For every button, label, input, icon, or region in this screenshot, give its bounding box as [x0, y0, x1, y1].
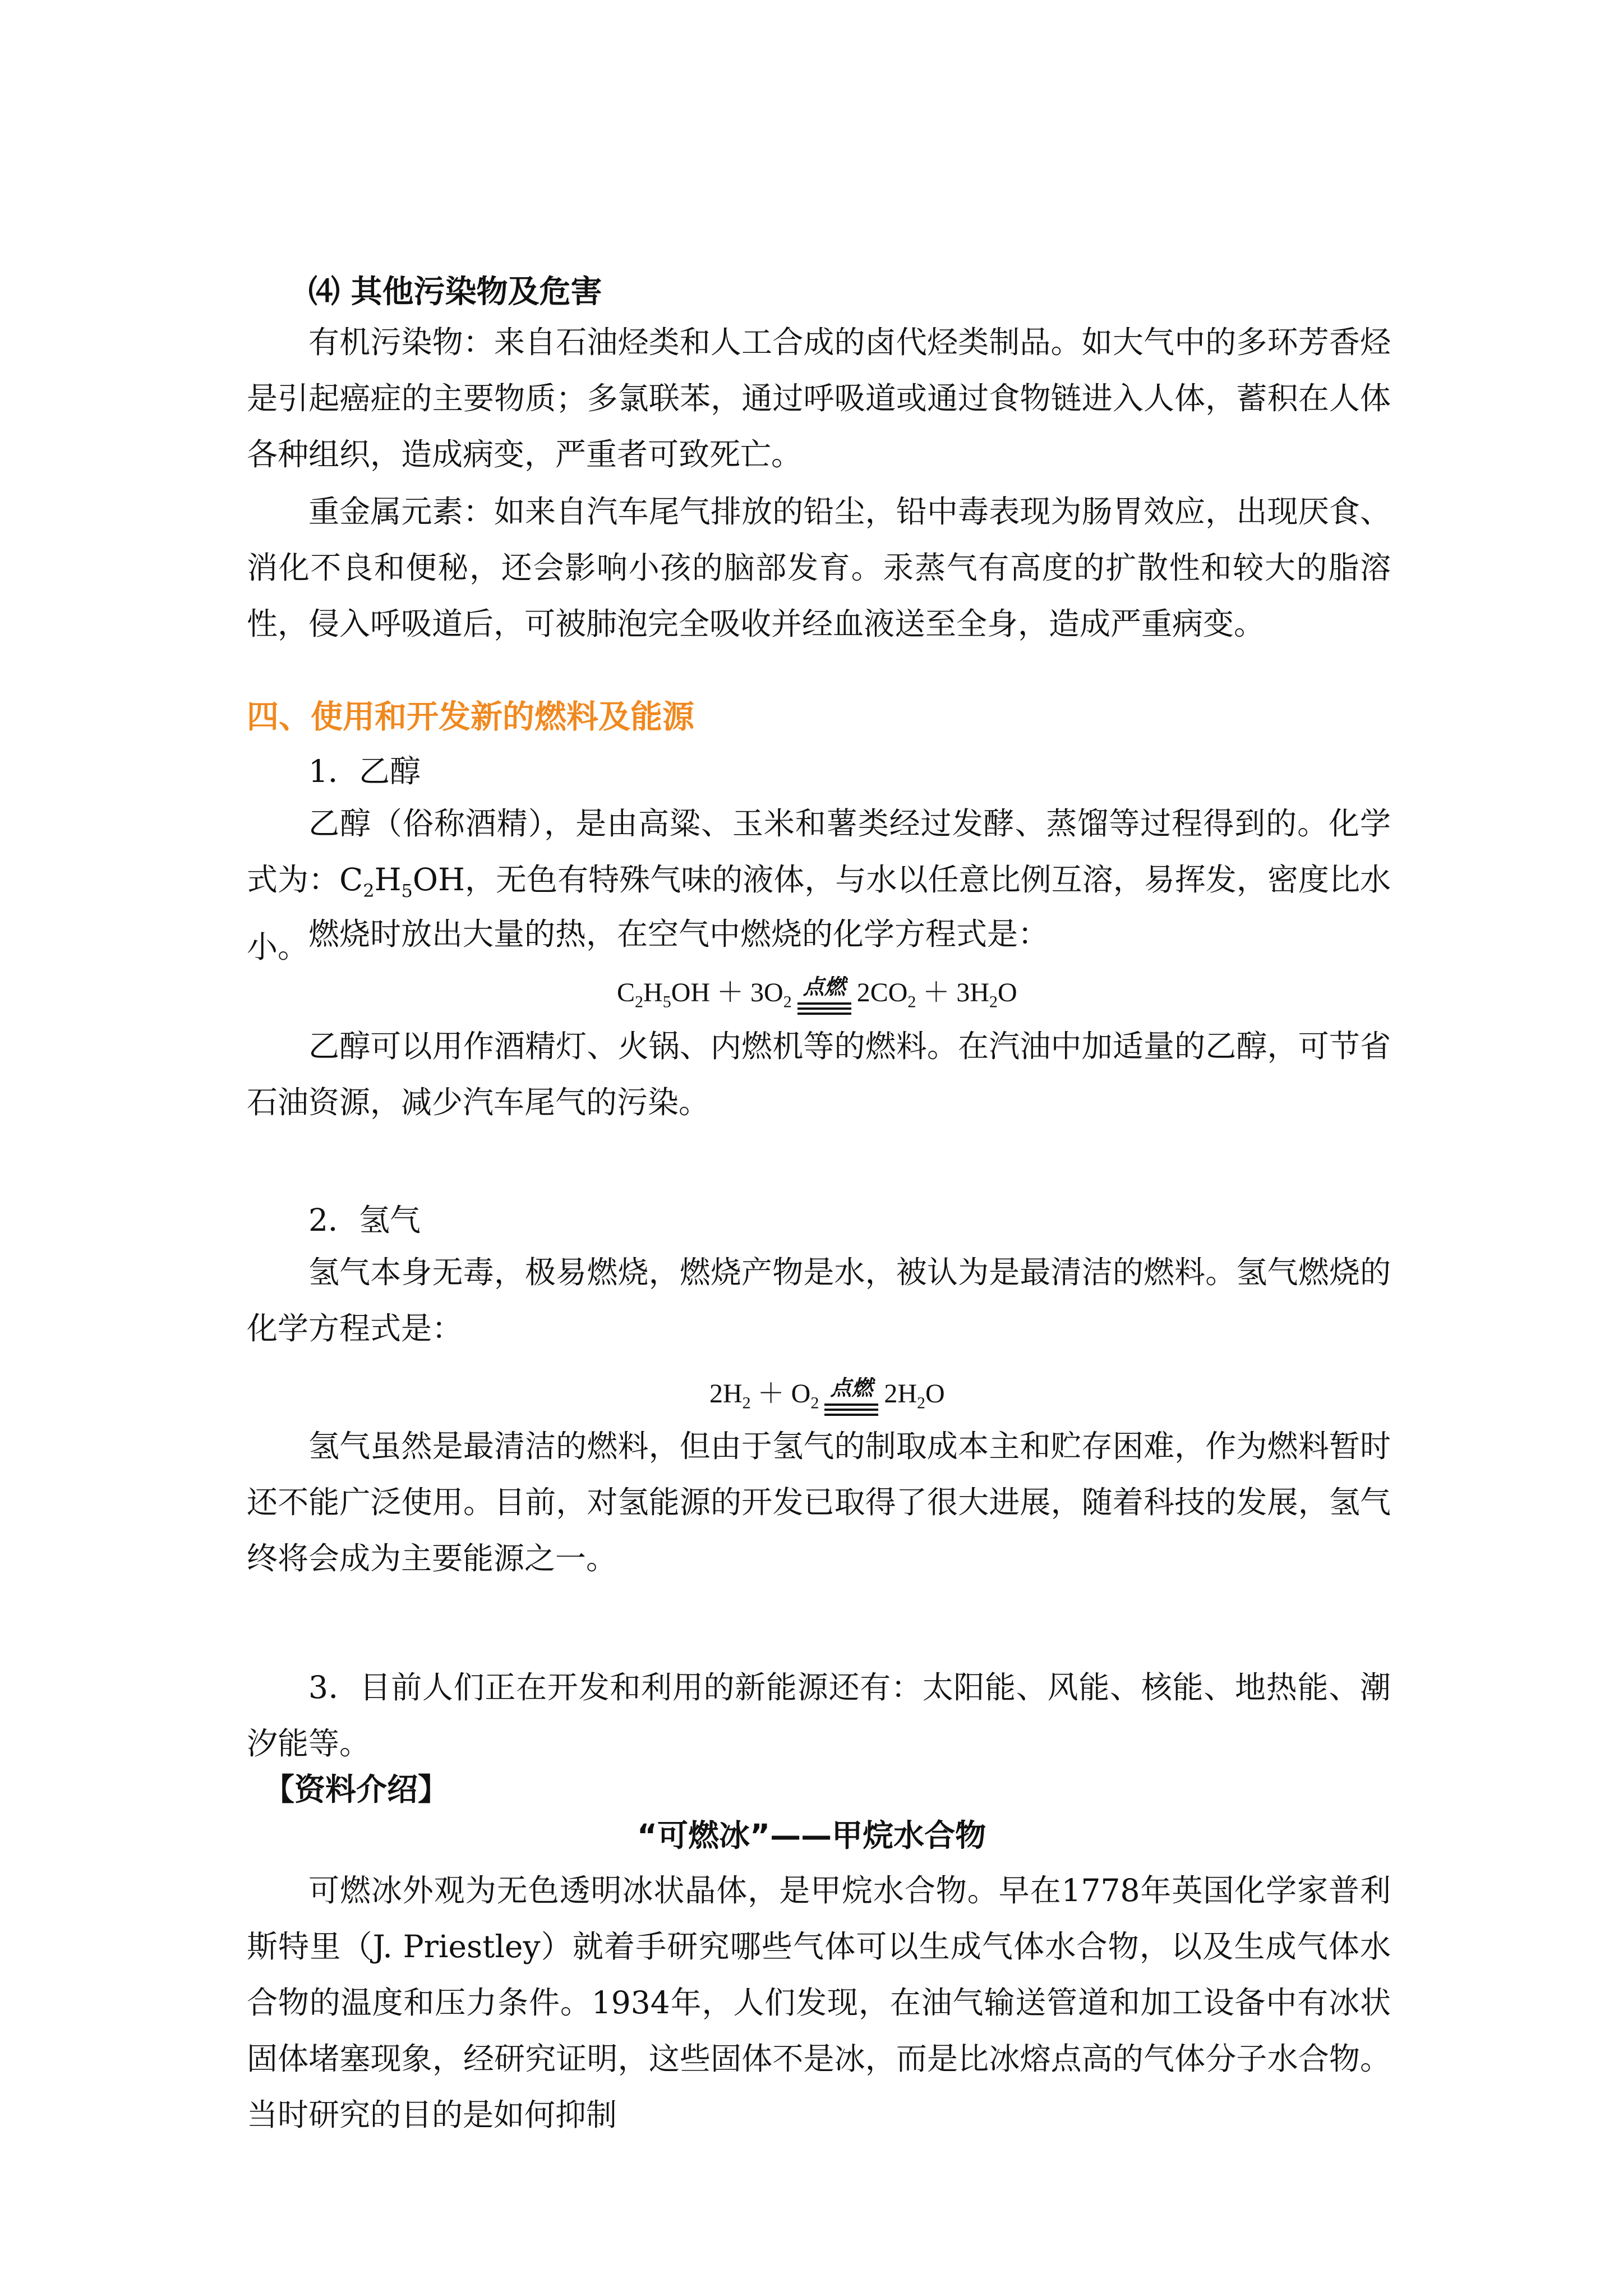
reference-body: 可燃冰外观为无色透明冰状晶体，是甲烷水合物。早在1778年英国化学家普利斯特里（J. Priestley）就着手研究哪些气体可以生成气体水合物，以及生成气体水合物的温度和压力条件。1934年，人们发现，在油气输送管道和加工设备中有冰状固体堵塞现象，经研究证明，这些固体不是冰，而是比冰熔点高的气体分子水合物。当时研究的目的是如何抑制 [247, 1872, 1391, 2133]
reference-title: “可燃冰”——甲烷水合物 [637, 1818, 986, 1853]
organic-pollutants-paragraph: 有机污染物：来自石油烃类和人工合成的卤代烃类制品。如大气中的多环芳香烃是引起癌症的主要物质；多氯联苯，通过呼吸道或通过食物链进入人体，蓄积在人体各种组织，造成病变，严重者可致死亡。 [247, 324, 1391, 472]
heavy-metal-paragraph: 重金属元素：如来自汽车尾气排放的铅尘，铅中毒表现为肠胃效应，出现厌食、消化不良和便秘，还会影响小孩的脑部发育。汞蒸气有高度的扩散性和较大的脂溶性，侵入呼吸道后，可被肺泡完全吸收并经血液送至全身，造成严重病变。 [247, 494, 1391, 642]
hydrogen-heading: 2．氢气 [308, 1202, 421, 1238]
new-energy-paragraph: 3．目前人们正在开发和利用的新能源还有：太阳能、风能、核能、地热能、潮汐能等。 [247, 1669, 1391, 1761]
condition-label: 点燃 [830, 1375, 873, 1400]
hydrogen-paragraph-1: 氢气本身无毒，极易燃烧，燃烧产物是水，被认为是最清洁的燃料。氢气燃烧的化学方程式是： [247, 1254, 1391, 1346]
ethanol-combustion-equation: $C_2H_5OH + 3O_2$ 点燃 $2CO_2 + 3H_2O$ [617, 976, 1017, 1019]
ethanol-paragraph-3: 乙醇可以用作酒精灯、火锅、内燃机等的燃料。在汽油中加适量的乙醇，可节省石油资源，减少汽车尾气的污染。 [247, 1028, 1391, 1120]
ethanol-heading: 1．乙醇 [308, 753, 421, 789]
reaction-condition [822, 1375, 880, 1420]
condition-label: 点燃 [803, 974, 846, 999]
ethanol-para1-a: 乙醇（俗称酒精），是由高粱、玉米和薯类经过发酵、蒸馏等过程得到的。化学式为： [247, 806, 1391, 898]
reference-heading: 【资料介绍】 [264, 1772, 449, 1807]
section-4-title: 四、使用和开发新的燃料及能源 [247, 698, 694, 735]
ethanol-paragraph-2: 燃烧时放出大量的热，在空气中燃烧的化学方程式是： [308, 916, 1049, 952]
ethanol-paragraph-1: 乙醇（俗称酒精），是由高粱、玉米和薯类经过发酵、蒸馏等过程得到的。化学式为：$C_2H_5OH$，无色有特殊气味的液体，与水以任意比例互溶，易挥发，密度比水小。 [247, 806, 1391, 965]
reaction-condition [795, 974, 854, 1019]
hydrogen-paragraph-2: 氢气虽然是最清洁的燃料，但由于氢气的制取成本主和贮存困难，作为燃料暂时还不能广泛使用。目前，对氢能源的开发已取得了很大进展，随着科技的发展，氢气终将会成为主要能源之一。 [247, 1428, 1391, 1576]
ethanol-para1-b: ，无色有特殊气味的液体，与水以任意比例互溶，易挥发，密度比水小。 [247, 862, 1391, 965]
subsection-4-title: ⑷ 其他污染物及危害 [308, 273, 602, 310]
hydrogen-combustion-equation: $2H_2 + O_2$ 点燃 $2H_2O$ [709, 1377, 945, 1420]
